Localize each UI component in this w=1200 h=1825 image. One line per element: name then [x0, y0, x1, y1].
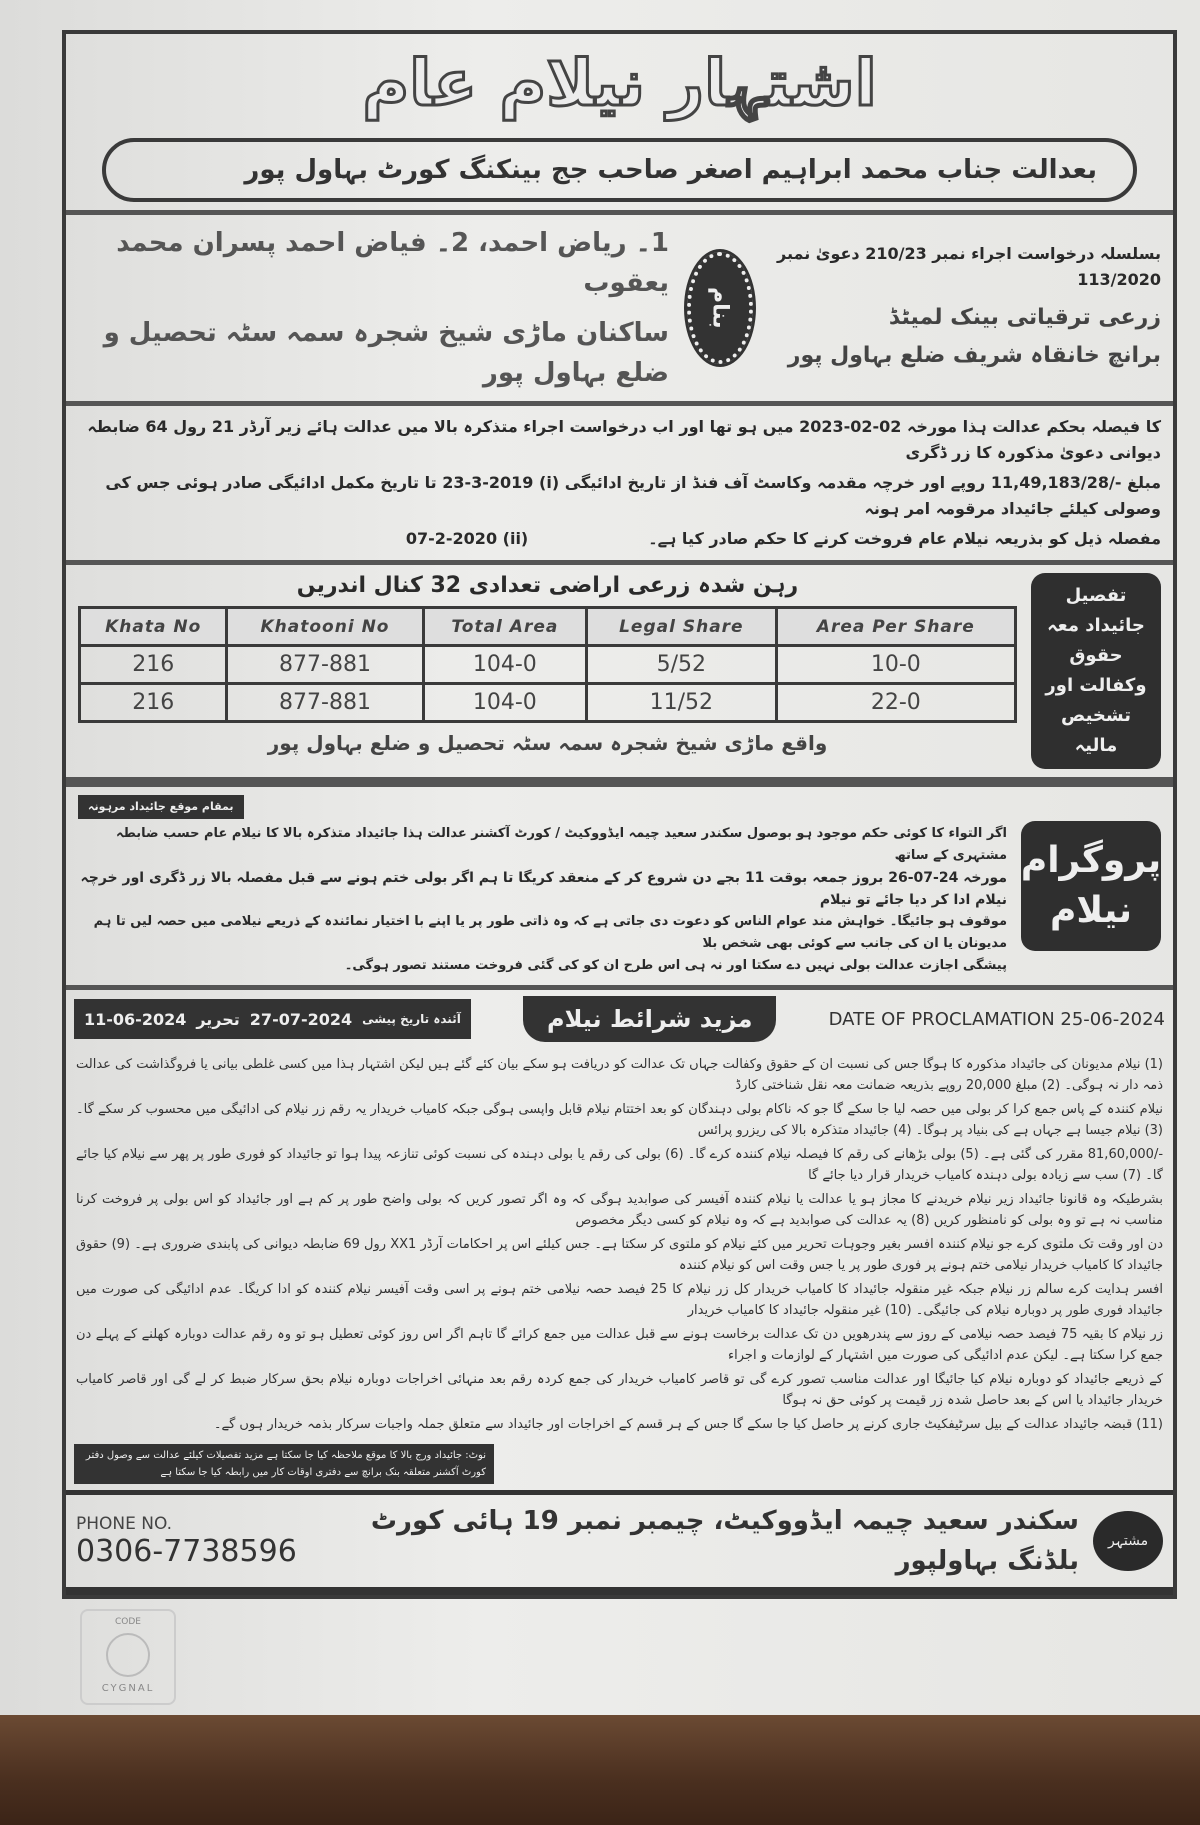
- notice-title: اشتہار نیلام عام: [362, 47, 877, 121]
- program-body: [78, 795, 1007, 977]
- versus-seal: بنام: [687, 252, 753, 364]
- table-cell: 877-881: [227, 684, 423, 722]
- note-box: نوٹ: جائیداد ورج بالا کا موقع ملاحظہ کیا جا سکتا ہے مزید تفصیلات کیلئے عدالت سے وصول دفتر کورٹ آکشنر متعلقہ بنک برانچ سے دفتری اوقات کار میں رابطہ کیا جا سکتا ہے: [74, 1444, 494, 1484]
- table-cell: 216: [80, 684, 227, 722]
- condition-line: (1) نیلام مدیونان کی جائیداد مذکورہ کا ہوگا جس کی نسبت ان کے حقوق وکفالت جہاں تک عدالت کو دریافت ہو سکے بیان کئے گئے ہیں لیکن اشتہار ہذا میں کسی غلطی بیانی یا فروگذاشت کی عدالت ذمہ دار نہ ہوگی۔ (2) مبلغ 20,000 روپے بذریعہ ضمانت معہ نقل شناختی کارڈ: [76, 1057, 1163, 1093]
- advertiser-address: سکندر سعید چیمہ ایڈووکیٹ، چیمبر نمبر 19 ہائی کورٹ بلڈنگ بہاولپور: [370, 1506, 1079, 1576]
- advertiser-seal: مشتہر: [1093, 1511, 1163, 1571]
- column-header: Area Per Share: [776, 608, 1015, 646]
- court-name: بعدالت جناب محمد ابراہیم اصغر صاحب جج بینکنگ کورٹ بہاول پور: [102, 138, 1137, 202]
- program-line: پیشگی اجازت عدالت بولی نہیں دے سکتا اور نہ ہی اس طرح ان کو کی گئی فروخت مستند تصور ہوگی۔: [344, 958, 1007, 973]
- table-cell: 104-0: [423, 646, 586, 684]
- defendants-block: [78, 223, 669, 393]
- camera-lens-icon: [106, 1633, 150, 1677]
- phone-block: [76, 1514, 297, 1569]
- table-header-row: [80, 608, 1016, 646]
- table-cell: 104-0: [423, 684, 586, 722]
- case-number: بسلسلہ درخواست اجراء نمبر 210/23 دعویٰ نمبر 113/2020: [777, 244, 1161, 289]
- table-row: [80, 646, 1016, 684]
- defendants-address: ساکنان ماڑی شیخ شجرہ سمہ سٹہ تحصیل و ضلع بہاول پور: [103, 318, 669, 388]
- decision-section: [66, 401, 1173, 560]
- program-label: پروگرام نیلام: [1021, 821, 1161, 951]
- conditions-text: [66, 1048, 1173, 1444]
- program-line: اگر التواء کا کوئی حکم موجود ہو بوصول سکندر سعید چیمہ ایڈووکیٹ / کورٹ آکشنر عدالت ہذا جائیداد متذکرہ بالا کا نیلام عام حسب ضابطہ مشتہری کے ساتھ: [116, 826, 1007, 863]
- table-cell: 5/52: [587, 646, 777, 684]
- camera-watermark: [80, 1609, 176, 1705]
- property-heading: رہن شدہ زرعی اراضی تعدادی 32 کنال اندریں: [296, 573, 799, 598]
- column-header: Khatooni No: [227, 608, 423, 646]
- column-header: Legal Share: [587, 608, 777, 646]
- program-section: [66, 777, 1173, 985]
- plaintiff-block: [771, 241, 1161, 375]
- condition-line: دن اور وقت تک ملتوی کرے جو نیلام کنندہ افسر بغیر وجوہات تحریر میں کئے نیلام کو ملتوی کر سکتا ہے۔ جس کیلئے اس پر احکامات آرڈر XX1 رول 69 ضابطہ دیوانی کی پابندی ضروری ہے۔ (9) حقوق جائیداد کا کامیاب خریدار نیلامی ختم ہونے پر فوری طور پر یا جس وقت اس کو نیلام کنندہ: [76, 1237, 1163, 1273]
- condition-line: زر نیلام کا بقیہ 75 فیصد حصہ نیلامی کے روز سے پندرھویں دن تک عدالت برخاست ہونے سے قبل عدالت میں جمع کرائے گا تاہم اگر اس روز کوئی تعطیل ہو تو وہ رقم عدالت دوبارہ کھلنے کے پہلے دن جمع کرا سکتا ہے۔ لیکن عدم ادائیگی کی صورت میں اشتہار کے لوازمات و اجراء: [76, 1327, 1163, 1363]
- proclamation-value: 25-06-2024: [1060, 1008, 1165, 1030]
- table-cell: 216: [80, 646, 227, 684]
- table-cell: 877-881: [227, 646, 423, 684]
- condition-line: نیلام کنندہ کے پاس جمع کرا کر بولی میں حصہ لیا جا سکے گا جو کہ ناکام بولی دہندگان کو بعد اختتام نیلام قابل واپسی ہوگی جبکہ کامیاب خریدار یہ رقم زر نیلام کی ادائیگی میں محسوب کر سکے گا۔ (3) نیلام جیسا ہے جہاں ہے کی بنیاد پر ہوگا۔ (4) جائیداد متذکرہ بالا کی ریزرو پرائس: [76, 1102, 1163, 1138]
- plaintiff-branch: برانچ خانقاہ شریف ضلع بہاول پور: [787, 343, 1161, 368]
- property-section: [66, 560, 1173, 777]
- property-body: [78, 573, 1017, 769]
- watermark-brand: CYGNAL: [101, 1683, 155, 1694]
- table-cell: 11/52: [587, 684, 777, 722]
- next-hearing-date: 27-07-2024: [249, 1009, 353, 1029]
- proclamation-label: DATE OF PROCLAMATION: [828, 1008, 1055, 1030]
- decision-line: کا فیصلہ بحکم عدالت ہذا مورخہ 02-02-2023 میں ہو تھا اور اب درخواست اجراء متذکرہ بالا میں عدالت ہائے زیر آرڈر 21 رول 64 ضابطہ دیوانی دعویٰ مذکورہ کا زر ڈگری: [87, 417, 1161, 462]
- condition-line: بشرطیکہ وہ قانونا جائیداد زیر نیلام خریدنے کا مجاز ہو یا عدالت یا نیلام کنندہ آفیسر کی صوابدید ہوگی کہ وہ اگر تصور کریں کہ بولی واضح طور پر کم ہے اور جائیداد کو اس بولی پر فروخت کرنا مناسب نہ ہے تو وہ بولی کو نامنظور کریں (8) یہ عدالت کی صوابدید ہے کہ وہ نیلام کو کسی دیگر مخصوص: [76, 1192, 1163, 1228]
- plaintiff-name: زرعی ترقیاتی بینک لمیٹڈ: [888, 305, 1161, 330]
- conditions-bar: [66, 985, 1173, 1048]
- phone-label: PHONE NO.: [76, 1513, 173, 1534]
- watermark-top: CODE: [115, 1617, 141, 1627]
- program-line: موقوف ہو جائیگا۔ خواہش مند عوام الناس کو دعوت دی جاتی ہے کہ وہ ذاتی طور پر یا اپنے با اختیار نمائندہ کے ذریعے نیلامی میں حصہ لیں تا ہم مدیونان یا ان کی جانب سے کوئی بھی شخص بلا: [93, 914, 1007, 951]
- proclamation-date: [829, 1009, 1165, 1030]
- decision-line: مفصلہ ذیل کو بذریعہ نیلام عام فروخت کرنے کا حکم صادر کیا ہے۔: [648, 529, 1161, 548]
- decision-line: مبلغ -/11,49,183/28 روپے اور خرچہ مقدمہ وکاسٹ آف فنڈ از تاریخ ادائیگی (i) 23-3-2019 تا تاریخ مکمل ادائیگی صادر ہوئی جس کی وصولی کیلئے جائیداد مرقومہ امر ہونہ: [105, 473, 1161, 518]
- footer: [66, 1490, 1173, 1595]
- conditions-heading: مزید شرائط نیلام: [523, 996, 776, 1042]
- phone-number: 0306-7738596: [76, 1533, 297, 1569]
- dates-bar: [74, 999, 471, 1039]
- property-details-label: تفصیل جائیداد معہ حقوق وکفالت اور تشخیص مالیہ: [1031, 573, 1161, 769]
- defendants: 1۔ ریاض احمد، 2۔ فیاض احمد پسران محمد یعقوب: [116, 228, 669, 298]
- written-date: 11-06-2024: [84, 1009, 187, 1029]
- property-location: واقع ماڑی شیخ شجرہ سمہ سٹہ تحصیل و ضلع بہاول پور: [267, 731, 828, 755]
- parties-section: [66, 210, 1173, 401]
- condition-line: کے ذریعے جائیداد کو دوبارہ نیلام کیا جائیگا اور عدالت مناسب تصور کرے گی تو قاصر کامیاب خریدار کی جمع کردہ رقم بعد منہائی اخراجات دوبارہ نیلام بحق سرکار ضبط کر لے گی اور قاصر کامیاب خریدار جائیداد یا اس کے بعد حاصل شدہ زر قیمت پر کوئی حق نہ ہوگا: [76, 1372, 1163, 1408]
- condition-line: (11) قبضہ جائیداد عدالت کے بیل سرٹیفکیٹ جاری کرنے پر حاصل کیا جا سکے گا جس کے ہر قسم کے اخراجات اور جائیداد سے متعلق جملہ واجبات سرکار بذمہ خریدار ہوں گے۔: [213, 1417, 1163, 1432]
- next-hearing-label: آئندہ تاریخ پیشی: [362, 1012, 461, 1026]
- program-line: مورخہ 24-07-26 بروز جمعہ بوقت 11 بجے دن شروع کر کے منعقد کریگا تا ہم اگر بولی ختم ہونے سے قبل مفصلہ بالا زر ڈگری اور خرچہ نیلام ادا کر دیا جائے تو نیلام: [80, 870, 1007, 908]
- decision-date: 07-2-2020 (ii): [405, 529, 529, 548]
- written-label: تحریر: [196, 1009, 240, 1029]
- property-table: [78, 606, 1017, 723]
- column-header: Khata No: [80, 608, 227, 646]
- table-cell: 22-0: [776, 684, 1015, 722]
- condition-line: افسر ہدایت کرے سالم زر نیلام جبکہ غیر منقولہ جائیداد کا کامیاب خریدار کل زر نیلام کا 25 فیصد حصہ نیلامی ختم ہونے پر اسی وقت آفیسر نیلام کنندہ کو ادا کریگا۔ عدم ادائیگی کی صورت میں جائیداد فوری طور پر دوبارہ نیلام کی جائیگی۔ (10) غیر منقولہ جائیداد کا کامیاب خریدار: [76, 1282, 1163, 1318]
- table-surface: [0, 1715, 1200, 1825]
- table-row: [80, 684, 1016, 722]
- condition-line: -/81,60,000 مقرر کی گئی ہے۔ (5) بولی بڑھانے کی رقم کا فیصلہ نیلام کنندہ کرے گا۔ (6) بولی کی رقم یا بولی دہندہ کی نسبت کوئی تنازعہ پیدا ہوا تو جائیداد کو فوری طور پر پھر سے نیلام کیا جائے گا۔ (7) سب سے زیادہ بولی دہندہ کامیاب خریدار قرار دیا جائے گا: [76, 1147, 1164, 1183]
- notice-frame: [62, 30, 1177, 1599]
- table-cell: 10-0: [776, 646, 1015, 684]
- program-location-tag: بمقام موقع جائیداد مرہونہ: [78, 795, 244, 819]
- column-header: Total Area: [423, 608, 586, 646]
